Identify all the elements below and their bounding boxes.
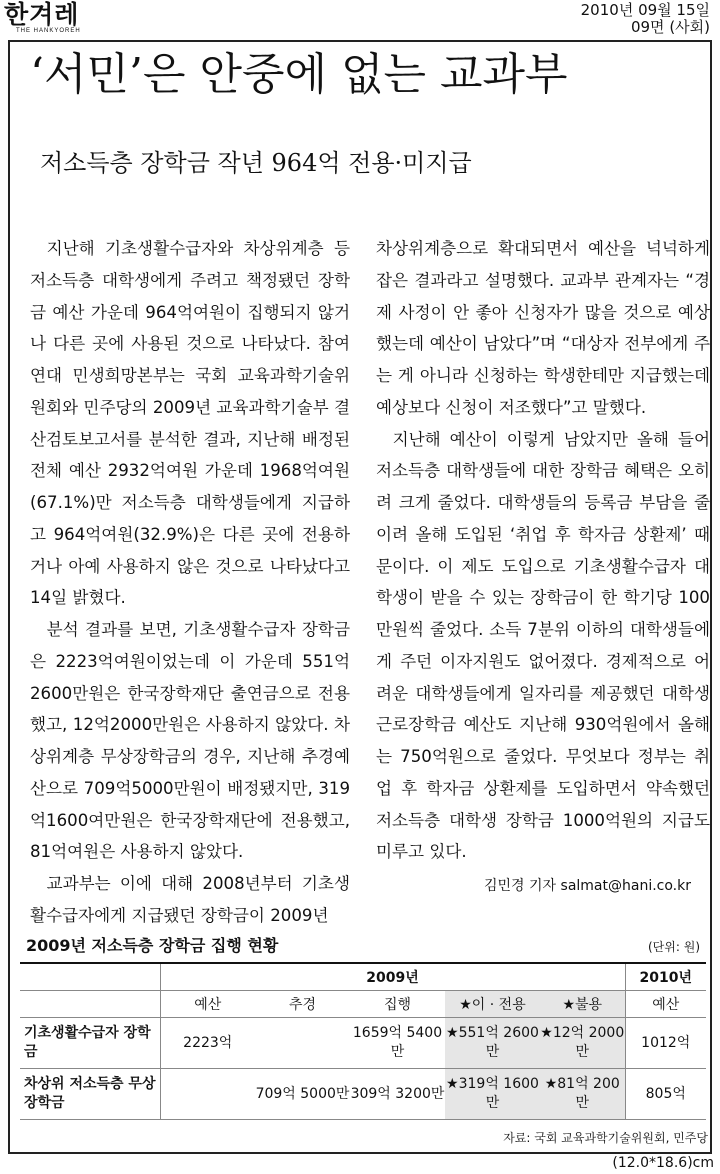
byline: 김민경 기자 salmat@hani.co.kr bbox=[484, 878, 691, 894]
paragraph: 지난해 기초생활수급자와 차상위계층 등 저소득층 대학생에게 주려고 책정됐던 장학금 예산 가운데 964억여원이 집행되지 않거나 다른 곳에 사용된 것으로 나타났다. 참여연대 민생희망본부는 국회 교육과학기술위원회와 민주당의 2009년 교육과학기술부 결산검토보고서를 분석한 결과, 지난해 배정된 전체 예산 2932억여원 가운데 1968억여원(67.1%)만 저소득층 대학생들에게 지급하고 964억여원(32.9%)은 다른 곳에 전용하거나 아예 사용하지 않은 것으로 나타났다고 14일 밝혔다. bbox=[30, 239, 350, 608]
col-header: 추경 bbox=[255, 991, 350, 1018]
header-2009: 2009년 bbox=[160, 963, 625, 991]
table-row bbox=[20, 1018, 706, 1069]
table-unit: (단위: 원) bbox=[648, 940, 700, 954]
paragraph: 차상위계층으로 확대되면서 예산을 넉넉하게 잡은 결과라고 설명했다. 교과부 관계자는 “경제 사정이 안 좋아 신청자가 많을 것으로 예상했는데 예산이 남았다”며 “대상자 전부에게 주는 게 아니라 신청하는 학생한테만 지급했는데 예상보다 신청이 저조했다”고 말했다. bbox=[376, 239, 710, 417]
paragraph: 지난해 예산이 이렇게 남았지만 올해 들어 저소득층 대학생들에 대한 장학금 혜택은 오히려 크게 줄었다. 대학생들의 등록금 부담을 줄이려 올해 도입된 ‘취업 후 학자금 상환제’ 때문이다. 이 제도 도입으로 기초생활수급자 대학생이 받을 수 있는 장학금이 한 학기당 100만원씩 줄었다. 소득 7분위 이하의 대학생들에게 주던 이자지원도 없어졌다. 경제적으로 어려운 대학생들에게 일자리를 제공했던 대학생 근로장학금 예산도 지난해 930억원에서 올해는 750억원으로 줄었다. 무엇보다 정부는 취업 후 학자금 상환제를 도입하면서 약속했던 저소득층 대학생 장학금 1000억원의 지급도 미루고 있다. bbox=[376, 429, 710, 862]
page-section: 09면 (사회) bbox=[630, 18, 710, 36]
table-cell: 805억 bbox=[625, 1069, 706, 1120]
table-cell: ★12억 2000만 bbox=[540, 1018, 625, 1069]
table-corner bbox=[20, 963, 160, 991]
dateline bbox=[581, 2, 710, 36]
body-column-right bbox=[376, 233, 710, 868]
subheadline: 저소득층 장학금 작년 964억 전용·미지급 bbox=[40, 149, 472, 177]
table-cell bbox=[255, 1018, 350, 1069]
col-header: 예산 bbox=[160, 991, 255, 1018]
scholarship-table bbox=[20, 962, 706, 1120]
publication-date: 2010년 09월 15일 bbox=[580, 1, 710, 19]
table-title: 2009년 저소득층 장학금 집행 현황 bbox=[26, 936, 279, 955]
logo-korean: 한겨레 bbox=[4, 0, 80, 29]
table-cell: 709억 5000만 bbox=[255, 1069, 350, 1120]
col-header: ★이 · 전용 bbox=[445, 991, 540, 1018]
row-label: 기초생활수급자 장학금 bbox=[20, 1018, 160, 1069]
table-cell: ★551억 2600만 bbox=[445, 1018, 540, 1069]
headline: ‘서민’은 안중에 없는 교과부 bbox=[30, 49, 568, 100]
paragraph: 분석 결과를 보면, 기초생활수급자 장학금은 2223억여원이었는데 이 가운데 551억 2600만원은 한국장학재단 출연금으로 전용했고, 12억2000만원은 사용하지 않았다. 차상위계층 무상장학금의 경우, 지난해 추경예산으로 709억5000만원이 배정됐지만, 319억1600여만원은 한국장학재단에 전용했고, 81억여원은 사용하지 않았다. bbox=[30, 620, 350, 862]
table-cell: 2223억 bbox=[160, 1018, 255, 1069]
col-header: ★불용 bbox=[540, 991, 625, 1018]
table-cell: 1659억 5400만 bbox=[350, 1018, 445, 1069]
col-header: 예산 bbox=[625, 991, 706, 1018]
col-header: 집행 bbox=[350, 991, 445, 1018]
body-column-left bbox=[30, 233, 350, 932]
table-cell: 1012억 bbox=[625, 1018, 706, 1069]
newspaper-logo bbox=[4, 2, 88, 36]
logo-english: THE HANKYOREH bbox=[16, 28, 81, 34]
paragraph: 교과부는 이에 대해 2008년부터 기초생활수급자에게 지급됐던 장학금이 2009년 bbox=[30, 874, 350, 925]
table-source: 자료: 국회 교육과학기술위원회, 민주당 bbox=[503, 1131, 708, 1145]
table-cell bbox=[160, 1069, 255, 1120]
table-cell: ★319억 1600만 bbox=[445, 1069, 540, 1120]
table-cell: 309억 3200만 bbox=[350, 1069, 445, 1120]
row-label: 차상위 저소득층 무상 장학금 bbox=[20, 1069, 160, 1120]
clipping-size: (12.0*18.6)cm bbox=[612, 1155, 714, 1171]
header-2010: 2010년 bbox=[625, 963, 706, 991]
table-cell: ★81억 200만 bbox=[540, 1069, 625, 1120]
table-row bbox=[20, 1069, 706, 1120]
